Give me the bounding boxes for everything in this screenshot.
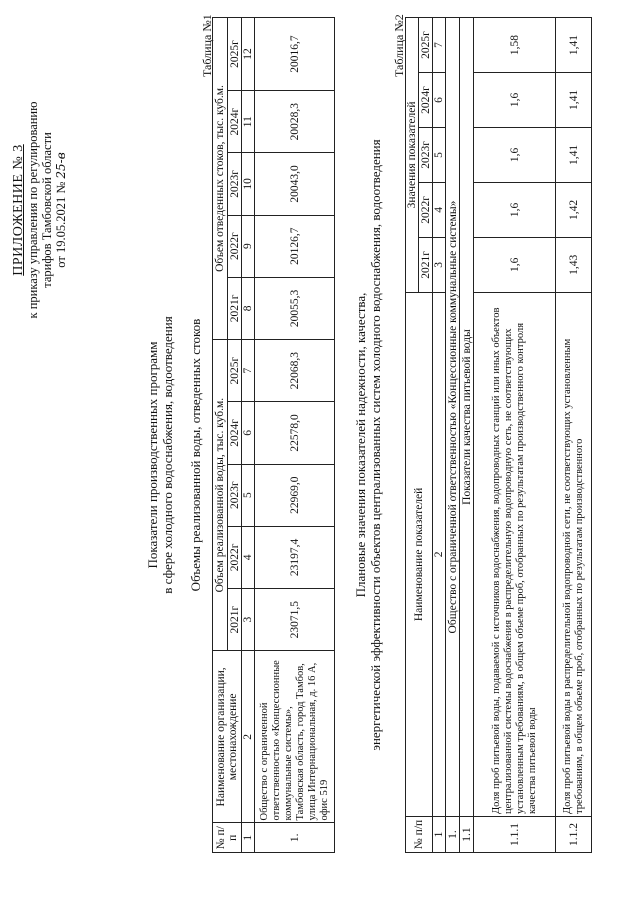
table2-value: 1,43 bbox=[556, 237, 592, 292]
table1-waste-value: 20055,3 bbox=[255, 277, 335, 339]
table1-col-index: 7 bbox=[242, 340, 255, 402]
table1-col-index: 5 bbox=[242, 464, 255, 526]
table2-year: 2021г bbox=[419, 237, 433, 292]
table1-year: 2021г bbox=[228, 589, 242, 651]
table2-col-index: 2 bbox=[433, 292, 446, 816]
table1-waste-value: 20028,3 bbox=[255, 91, 335, 153]
table2-col-index: 1 bbox=[433, 817, 446, 853]
table2-value: 1,6 bbox=[474, 127, 556, 182]
table1-group-waste: Объем отведенных стоков, тыс. куб.м. bbox=[213, 18, 228, 340]
table-row bbox=[474, 18, 556, 853]
section1-title-line2: в сфере холодного водоснабжения, водоотведения bbox=[160, 316, 175, 594]
table2-col-num: № п/п bbox=[406, 817, 433, 853]
table2-org-name: Общество с ограниченной ответственностью «Концессионные коммунальные системы» bbox=[446, 18, 460, 817]
table-row bbox=[460, 18, 474, 853]
table1-header-row bbox=[213, 18, 228, 853]
table2-value: 1,58 bbox=[474, 18, 556, 73]
table2-row-text: Доля проб питьевой воды в распределительной водопроводной сети, не соответствующих установленным требованиям, в общем объеме проб, отобранных по результатам производственного bbox=[556, 292, 592, 816]
table2-col-index: 7 bbox=[433, 18, 446, 73]
table1-col-index: 8 bbox=[242, 277, 255, 339]
section2-title-line1: Плановые значения показателей надежности, качества, bbox=[353, 292, 368, 598]
section1-title-line1: Показатели производственных программ bbox=[145, 341, 160, 569]
table2-year: 2023г bbox=[419, 127, 433, 182]
table1-water-value: 22068,3 bbox=[255, 340, 335, 402]
table1-year: 2023г bbox=[228, 464, 242, 526]
order-date-line bbox=[54, 15, 68, 405]
table1-water-value: 23197,4 bbox=[255, 526, 335, 588]
table1-org-cell bbox=[255, 651, 335, 823]
section2-title bbox=[353, 135, 383, 755]
table1-col-index: 12 bbox=[242, 18, 255, 91]
table1 bbox=[212, 17, 335, 853]
order-date: от 19.05.2021 № bbox=[54, 181, 68, 268]
table2-value: 1,6 bbox=[474, 182, 556, 237]
table2-year: 2022г bbox=[419, 182, 433, 237]
section1-title bbox=[145, 175, 175, 735]
table2-value: 1,41 bbox=[556, 127, 592, 182]
table1-year: 2021г bbox=[228, 277, 242, 339]
appendix-header bbox=[12, 15, 68, 405]
table1-year: 2025г bbox=[228, 18, 242, 91]
table-row bbox=[556, 18, 592, 853]
table2-subheader-text: Показатели качества питьевой воды bbox=[460, 18, 474, 817]
authority-line: тарифов Тамбовской области bbox=[40, 132, 54, 288]
table1-col-index: 9 bbox=[242, 215, 255, 277]
table2-value: 1,41 bbox=[556, 18, 592, 73]
table2-col-name: Наименование показателей bbox=[406, 292, 433, 816]
table1-col-index: 6 bbox=[242, 402, 255, 464]
table2-value: 1,42 bbox=[556, 182, 592, 237]
table1-col-index: 2 bbox=[242, 651, 255, 823]
table2-index-row bbox=[433, 18, 446, 853]
table2-col-index: 4 bbox=[433, 182, 446, 237]
table1-water-value: 23071,5 bbox=[255, 589, 335, 651]
table1-col-num: № п/п bbox=[213, 823, 242, 853]
table1-col-index: 11 bbox=[242, 91, 255, 153]
table1-group-water: Объем реализованной воды, тыс. куб.м. bbox=[213, 340, 228, 651]
table2 bbox=[405, 17, 592, 853]
order-line: к приказу управления по регулированию bbox=[26, 101, 40, 319]
table-row bbox=[255, 18, 335, 853]
table1-water-value: 22969,0 bbox=[255, 464, 335, 526]
section1-subtitle: Объемы реализованной воды, отведенных стоков bbox=[188, 318, 203, 592]
table2-value: 1,41 bbox=[556, 73, 592, 128]
table2-col-index: 5 bbox=[433, 127, 446, 182]
table2-label: Таблица №2 bbox=[392, 14, 406, 77]
appendix-title: ПРИЛОЖЕНИЕ № 3 bbox=[11, 144, 26, 276]
table1-year: 2024г bbox=[228, 91, 242, 153]
table1-col-index: 1 bbox=[242, 823, 255, 853]
table1-col-index: 4 bbox=[242, 526, 255, 588]
table2-header-row bbox=[406, 18, 419, 853]
table2-subheader-num: 1.1 bbox=[460, 817, 474, 853]
table1-year: 2022г bbox=[228, 526, 242, 588]
order-number-handwritten: 25-в bbox=[54, 152, 68, 179]
table1-waste-value: 20043,0 bbox=[255, 153, 335, 215]
table1-waste-value: 20126,7 bbox=[255, 215, 335, 277]
table1-year: 2022г bbox=[228, 215, 242, 277]
table1-water-value: 22578,0 bbox=[255, 402, 335, 464]
table2-year: 2025г bbox=[419, 18, 433, 73]
table2-col-index: 3 bbox=[433, 237, 446, 292]
table1-index-row bbox=[242, 18, 255, 853]
table1-row-num: 1. bbox=[255, 823, 335, 853]
table2-row-num: 1.1.2 bbox=[556, 817, 592, 853]
table1-org-name: Общество с ограниченной ответственностью «Концессионные коммунальные системы», bbox=[258, 660, 294, 821]
table2-group-values: Значения показателей bbox=[406, 18, 419, 293]
section2-title-line2: энергетической эффективности объектов централизованных систем холодного водоснабжения, водоотведения bbox=[368, 139, 383, 751]
table-row bbox=[446, 18, 460, 853]
table1-year: 2024г bbox=[228, 402, 242, 464]
table1-label: Таблица №1 bbox=[200, 14, 214, 77]
table2-value: 1,6 bbox=[474, 73, 556, 128]
table2-value: 1,6 bbox=[474, 237, 556, 292]
table1-org-address: Тамбовская область, город Тамбов, улица Интернациональная, д. 16 А, офис 519 bbox=[294, 662, 330, 821]
table1-year: 2025г bbox=[228, 340, 242, 402]
table1-waste-value: 20016,7 bbox=[255, 18, 335, 91]
table2-org-num: 1. bbox=[446, 817, 460, 853]
table1-col-name: Наименование организации, местонахождение bbox=[213, 651, 242, 823]
table2-col-index: 6 bbox=[433, 73, 446, 128]
table1-col-index: 10 bbox=[242, 153, 255, 215]
table1-col-index: 3 bbox=[242, 589, 255, 651]
table2-year: 2024г bbox=[419, 73, 433, 128]
table2-row-num: 1.1.1 bbox=[474, 817, 556, 853]
table1-year: 2023г bbox=[228, 153, 242, 215]
table2-row-text: Доля проб питьевой воды, подаваемой с источников водоснабжения, водопроводных станций или иных объектов централизованной системы водоснабжения в распределительную водопроводную сеть, не соответствующих установленным требованиям, в общем объеме проб, отобранных по результатам производственного контроля качества питьевой воды bbox=[474, 292, 556, 816]
